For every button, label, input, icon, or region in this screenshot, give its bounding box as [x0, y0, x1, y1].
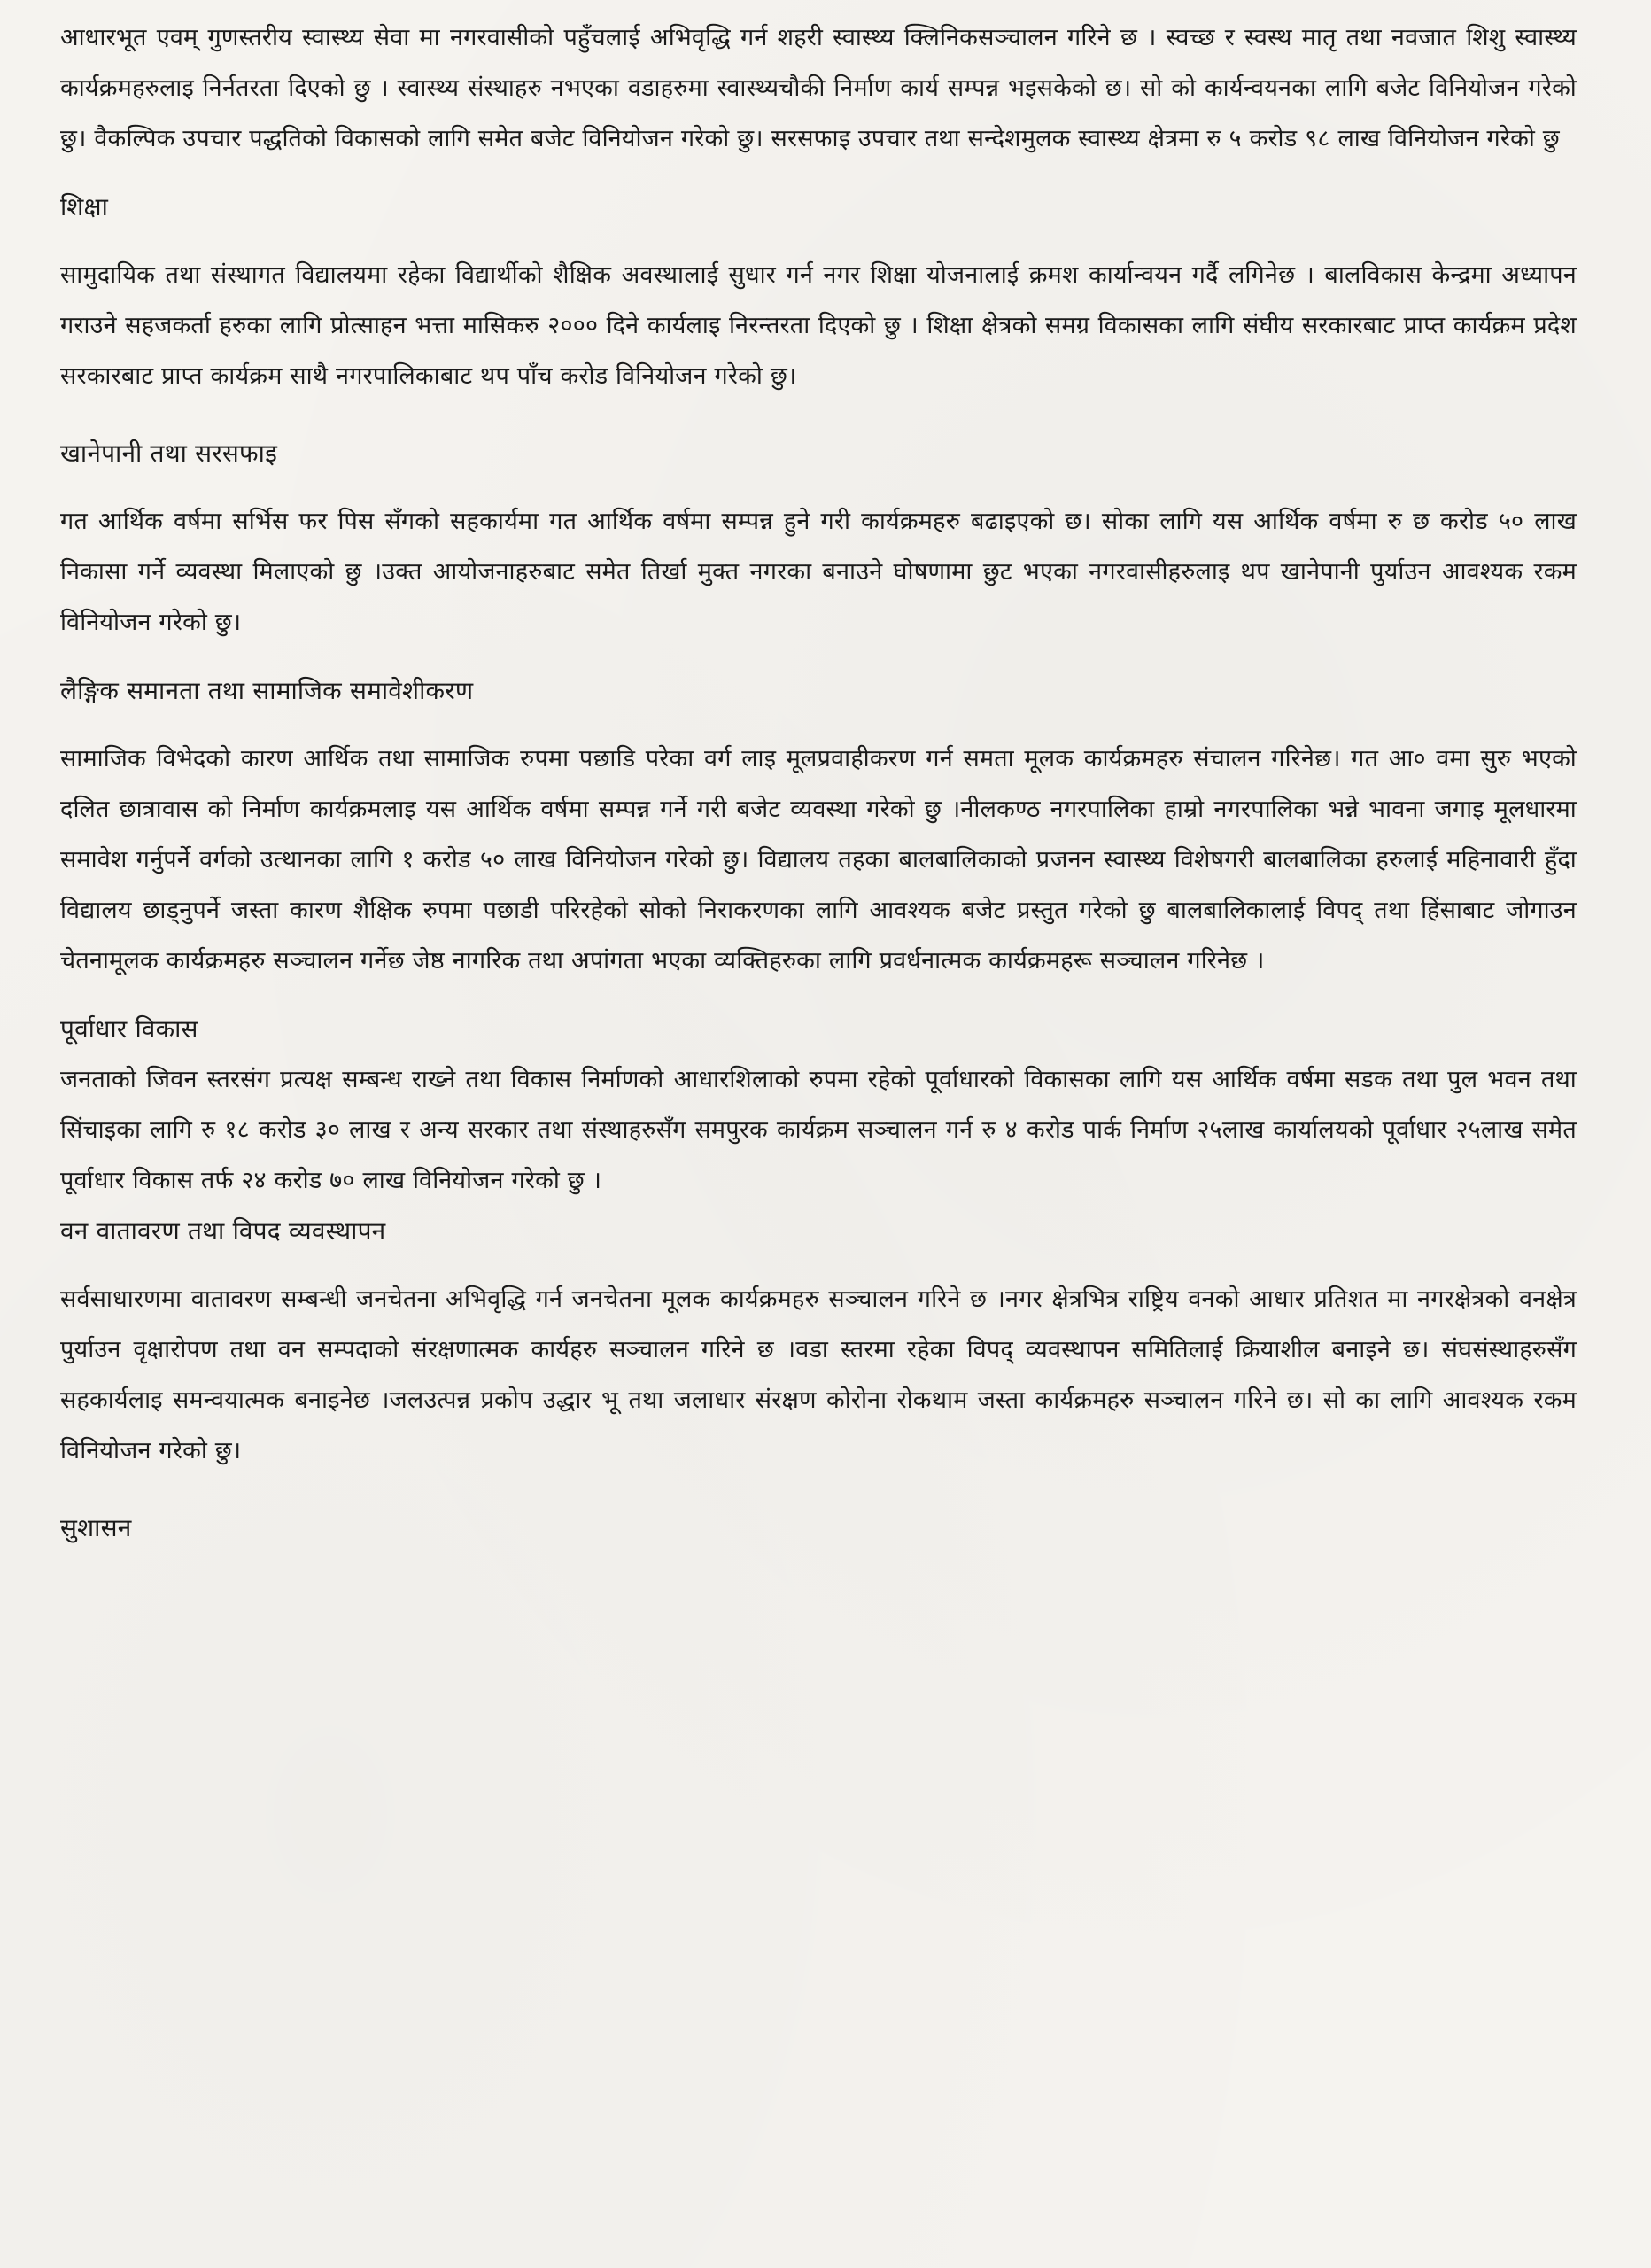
section-heading-gender-inclusion: लैङ्गिक समानता तथा सामाजिक समावेशीकरण: [60, 676, 474, 705]
section-heading-good-governance: सुशासन: [60, 1513, 132, 1542]
section-heading-infrastructure: पूर्वाधार विकास: [60, 1014, 198, 1044]
document-body: [60, 12, 1577, 1553]
section-heading-forest-disaster: वन वातावरण तथा विपद व्यवस्थापन: [60, 1216, 386, 1246]
section-body-gender-inclusion: सामाजिक विभेदको कारण आर्थिक तथा सामाजिक रुपमा पछाडि परेका वर्ग लाइ मूलप्रवाहीकरण गर्न समता मूलक कार्यक्रमहरु संचालन गरिनेछ। गत आ० वमा सुरु भएको दलित छात्रावास को निर्माण कार्यक्रमलाइ यस आर्थिक वर्षमा सम्पन्न गर्ने गरी बजेट व्यवस्था गरेको छु ।नीलकण्ठ नगरपालिका हाम्रो नगरपालिका भन्ने भावना जगाइ मूलधारमा समावेश गर्नुपर्ने वर्गको उत्थानका लागि १ करोड ५० लाख विनियोजन गरेको छु। विद्यालय तहका बालबालिकाको प्रजनन स्वास्थ्य विशेषगरी बालबालिका हरुलाई महिनावारी हुँदा विद्यालय छाड्नुपर्ने जस्ता कारण शैक्षिक रुपमा पछाडी परिरहेको सोको निराकरणका लागि आवश्यक बजेट प्रस्तुत गरेको छु बालबालिकालाई विपद् तथा हिंसाबाट जोगाउन चेतनामूलक कार्यक्रमहरु सञ्चालन गर्नेछ जेष्ठ नागरिक तथा अपांगता भएका व्यक्तिहरुका लागि प्रवर्धनात्मक कार्यक्रमहरू सञ्चालन गरिनेछ ।: [60, 745, 1577, 975]
section-body-infrastructure: जनताको जिवन स्तरसंग प्रत्यक्ष सम्बन्ध राख्ने तथा विकास निर्माणको आधारशिलाको रुपमा रहेको पूर्वाधारको विकासका लागि यस आर्थिक वर्षमा सडक तथा पुल भवन तथा सिंचाइका लागि रु १८ करोड ३० लाख र अन्य सरकार तथा संस्थाहरुसँग समपुरक कार्यक्रम सञ्चालन गर्न रु ४ करोड पार्क निर्माण २५लाख कार्यालयको पूर्वाधार २५लाख समेत पूर्वाधार विकास तर्फ २४ करोड ७० लाख विनियोजन गरेको छु ।: [60, 1066, 1577, 1194]
section-heading-education: शिक्षा: [60, 192, 109, 221]
section-body-education: सामुदायिक तथा संस्थागत विद्यालयमा रहेका विद्यार्थीको शैक्षिक अवस्थालाई सुधार गर्न नगर शिक्षा योजनालाई क्रमश कार्यान्वयन गर्दै लगिनेछ । बालविकास केन्द्रमा अध्यापन गराउने सहजकर्ता हरुका लागि प्रोत्साहन भत्ता मासिकरु २००० दिने कार्यलाइ निरन्तरता दिएको छु । शिक्षा क्षेत्रको समग्र विकासका लागि संघीय सरकारबाट प्राप्त कार्यक्रम प्रदेश सरकारबाट प्राप्त कार्यक्रम साथै नगरपालिकाबाट थप पाँच करोड विनियोजन गरेको छु।: [60, 261, 1577, 390]
section-body-forest-disaster: सर्वसाधारणमा वातावरण सम्बन्धी जनचेतना अभिवृद्धि गर्न जनचेतना मूलक कार्यक्रमहरु सञ्चालन गरिने छ ।नगर क्षेत्रभित्र राष्ट्रिय वनको आधार प्रतिशत मा नगरक्षेत्रको वनक्षेत्र पुर्याउन वृक्षारोपण तथा वन सम्पदाको संरक्षणात्मक कार्यहरु सञ्चालन गरिने छ ।वडा स्तरमा रहेका विपद् व्यवस्थापन समितिलाई क्रियाशील बनाइने छ। संघसंस्थाहरुसँग सहकार्यलाइ समन्वयात्मक बनाइनेछ ।जलउत्पन्न प्रकोप उद्धार भू तथा जलाधार संरक्षण कोरोना रोकथाम जस्ता कार्यक्रमहरु सञ्चालन गरिने छ। सो का लागि आवश्यक रकम विनियोजन गरेको छु।: [60, 1285, 1577, 1464]
section-body-water-sanitation: गत आर्थिक वर्षमा सर्भिस फर पिस सँगको सहकार्यमा गत आर्थिक वर्षमा सम्पन्न हुने गरी कार्यक्रमहरु बढाइएको छ। सोका लागि यस आर्थिक वर्षमा रु छ करोड ५० लाख निकासा गर्ने व्यवस्था मिलाएको छु ।उक्त आयोजनाहरुबाट समेत तिर्खा मुक्त नगरका बनाउने घोषणामा छुट भएका नगरवासीहरुलाइ थप खानेपानी पुर्याउन आवश्यक रकम विनियोजन गरेको छु।: [60, 508, 1577, 636]
intro-paragraph: आधारभूत एवम् गुणस्तरीय स्वास्थ्य सेवा मा नगरवासीको पहुँचलाई अभिवृद्धि गर्न शहरी स्वास्थ्य क्लिनिकसञ्चालन गरिने छ । स्वच्छ र स्वस्थ मातृ तथा नवजात शिशु स्वास्थ्य कार्यक्रमहरुलाइ निर्नतरता दिएको छु । स्वास्थ्य संस्थाहरु नभएका वडाहरुमा स्वास्थ्यचौकी निर्माण कार्य सम्पन्न भइसकेको छ। सो को कार्यन्वयनका लागि बजेट विनियोजन गरेको छु। वैकल्पिक उपचार पद्धतिको विकासको लागि समेत बजेट विनियोजन गरेको छु। सरसफाइ उपचार तथा सन्देशमुलक स्वास्थ्य क्षेत्रमा रु ५ करोड ९८ लाख विनियोजन गरेको छु: [60, 24, 1577, 152]
section-heading-water-sanitation: खानेपानी तथा सरसफाइ: [60, 439, 278, 468]
